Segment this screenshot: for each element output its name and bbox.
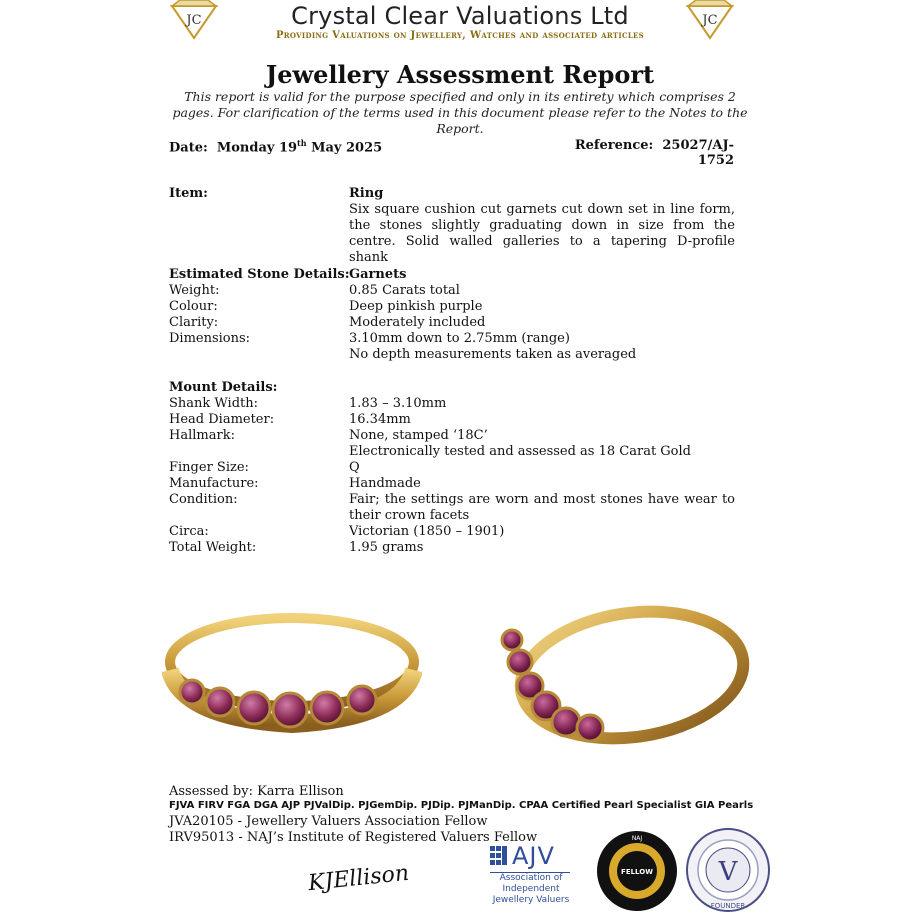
mount-row-label: Hallmark:: [169, 428, 235, 443]
stone-row-label: Weight:: [169, 283, 220, 298]
item-description: Six square cushion cut garnets cut down set in line form, the stones slightly graduating down in size from the centre. Solid walled galleries to a tapering D-profile shank: [349, 202, 735, 265]
ring-photo-side: [492, 600, 752, 750]
stone-type: Garnets: [349, 267, 407, 282]
assessor-qualifications: FJVA FIRV FGA DGA AJP PJValDip. PJGemDip. PJDip. PJManDip. CPAA Certified Pearl Specialist GIA Pearls: [169, 800, 754, 811]
item-label: Item:: [169, 186, 208, 201]
left-logo-letters: JC: [186, 13, 202, 28]
mount-row-label: Circa:: [169, 524, 209, 539]
assessed-by: Assessed by: Karra Ellison: [169, 784, 344, 799]
stone-row-value: Deep pinkish purple: [349, 299, 483, 314]
naj-fellow-text: FELLOW: [621, 868, 653, 876]
stone-row-value: 0.85 Carats total: [349, 283, 460, 298]
signature: KJEllison: [306, 860, 411, 897]
stone-heading: Estimated Stone Details:: [169, 267, 350, 282]
mount-heading: Mount Details:: [169, 380, 278, 395]
company-name: Crystal Clear Valuations Ltd: [291, 2, 629, 30]
membership-jva: JVA20105 - Jewellery Valuers Association Fellow: [169, 814, 488, 829]
naj-fellow-seal: [596, 830, 678, 912]
report-date: Date: Monday 19th May 2025: [169, 138, 383, 156]
ajv-letters: AJV: [512, 842, 555, 870]
mount-row-label: Condition:: [169, 492, 238, 507]
stone-row-label: Clarity:: [169, 315, 219, 330]
stone-row-value: Moderately included: [349, 315, 486, 330]
stone-row-value: 3.10mm down to 2.75mm (range): [349, 331, 570, 346]
item-name: Ring: [349, 186, 384, 201]
right-logo-letters: JC: [702, 13, 718, 28]
svg-text:NAJ: NAJ: [631, 835, 643, 842]
membership-irv: IRV95013 - NAJ’s Institute of Registered Valuers Fellow: [169, 830, 538, 845]
stone-row-value: No depth measurements taken as averaged: [349, 347, 637, 362]
stone-row-label: Dimensions:: [169, 331, 251, 346]
stone-row-label: Colour:: [169, 299, 218, 314]
ajv-grid-icon: [490, 846, 508, 866]
mount-row-value: 16.34mm: [349, 412, 411, 427]
mount-row-label: Head Diameter:: [169, 412, 275, 427]
mount-row-value: Fair; the settings are worn and most stones have wear to their crown facets: [349, 492, 735, 523]
jva-founder-seal: [686, 828, 770, 912]
mount-row-value: None, stamped ‘18C’: [349, 428, 488, 443]
mount-row-label: Shank Width:: [169, 396, 259, 411]
jva-letter: V: [718, 857, 738, 887]
company-tagline: Providing Valuations on Jewellery, Watches and associated articles: [275, 30, 645, 41]
report-intro: This report is valid for the purpose specified and only in its entirety which comprises 2 pages. For clarification of the terms used in this document please refer to the Notes to the Report.: [172, 89, 748, 136]
report-reference: Reference: 25027/AJ-1752: [574, 138, 734, 168]
mount-row-label: Finger Size:: [169, 460, 249, 475]
report-title: Jewellery Assessment Report: [265, 60, 655, 89]
ajv-line-3: Jewellery Valuers: [492, 895, 570, 905]
ajv-line-2: Independent: [502, 884, 560, 894]
mount-row-value: Q: [349, 460, 360, 475]
mount-row-label: Manufacture:: [169, 476, 259, 491]
ajv-badge: [490, 842, 582, 912]
mount-row-value: Handmade: [349, 476, 421, 491]
mount-row-value: Electronically tested and assessed as 18 Carat Gold: [349, 444, 691, 459]
ajv-line-1: Association of: [499, 873, 563, 883]
mount-row-value: 1.95 grams: [349, 540, 424, 555]
jva-founder-text: FOUNDER: [710, 902, 746, 910]
mount-row-value: 1.83 – 3.10mm: [349, 396, 447, 411]
mount-row-label: Total Weight:: [169, 540, 257, 555]
mount-row-value: Victorian (1850 – 1901): [349, 524, 505, 539]
ring-photo-front: [162, 600, 422, 750]
